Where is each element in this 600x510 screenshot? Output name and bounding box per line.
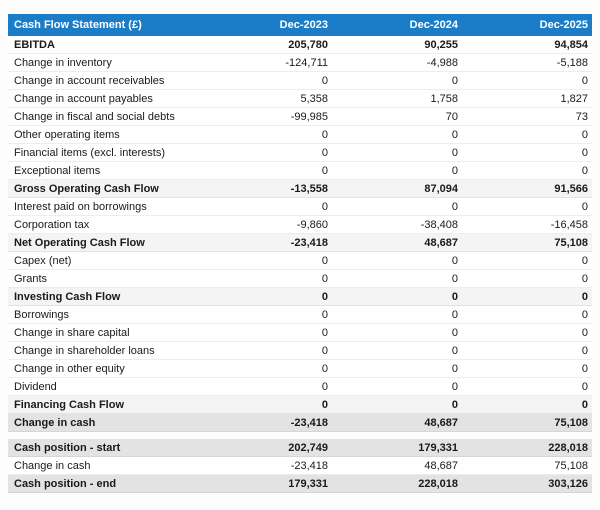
cash-flow-statement-table xyxy=(8,14,592,493)
table-row xyxy=(8,36,592,54)
row-value: 75,108 xyxy=(554,416,588,429)
row-value: 0 xyxy=(581,344,588,357)
row-value: 205,780 xyxy=(288,38,328,51)
row-value: 228,018 xyxy=(418,477,458,490)
row-value: 303,126 xyxy=(548,477,588,490)
row-value: -13,558 xyxy=(290,182,328,195)
row-value: 0 xyxy=(321,164,328,177)
table-row xyxy=(8,457,592,475)
row-label: Change in share capital xyxy=(14,326,130,339)
row-label: Gross Operating Cash Flow xyxy=(14,182,159,195)
table-row xyxy=(8,306,592,324)
table-row xyxy=(8,126,592,144)
row-value: 0 xyxy=(451,308,458,321)
row-value: 0 xyxy=(581,290,588,303)
row-value: 1,758 xyxy=(430,92,458,105)
row-value: 48,687 xyxy=(424,459,458,472)
row-value: 0 xyxy=(581,326,588,339)
row-value: 87,094 xyxy=(424,182,458,195)
row-value: -4,988 xyxy=(426,56,458,69)
row-value: 0 xyxy=(321,362,328,375)
row-value: 0 xyxy=(321,344,328,357)
row-label: Borrowings xyxy=(14,308,70,321)
table-row xyxy=(8,439,592,457)
row-label: Net Operating Cash Flow xyxy=(14,236,145,249)
row-value: -124,711 xyxy=(285,56,328,69)
row-value: 0 xyxy=(451,164,458,177)
row-value: 0 xyxy=(581,254,588,267)
row-value: -38,408 xyxy=(420,218,458,231)
row-value: 0 xyxy=(451,344,458,357)
row-value: 0 xyxy=(321,254,328,267)
row-value: 0 xyxy=(581,74,588,87)
row-value: -23,418 xyxy=(290,416,328,429)
table-row xyxy=(8,234,592,252)
row-value: 0 xyxy=(321,398,328,411)
row-value: 202,749 xyxy=(288,441,328,454)
table-row xyxy=(8,198,592,216)
row-value: 75,108 xyxy=(554,459,588,472)
table-row xyxy=(8,216,592,234)
row-value: 0 xyxy=(451,380,458,393)
row-label: Exceptional items xyxy=(14,164,101,177)
row-value: 0 xyxy=(581,146,588,159)
row-value: 0 xyxy=(451,200,458,213)
table-body xyxy=(8,36,592,493)
table-row xyxy=(8,288,592,306)
table-row xyxy=(8,324,592,342)
row-value: 0 xyxy=(321,308,328,321)
row-value: 70 xyxy=(445,110,458,123)
row-value: 73 xyxy=(575,110,588,123)
column-header-dec-2024: Dec-2024 xyxy=(409,19,458,31)
table-row xyxy=(8,342,592,360)
row-value: -9,860 xyxy=(296,218,328,231)
row-value: 0 xyxy=(321,380,328,393)
row-value: 179,331 xyxy=(288,477,328,490)
row-value: -16,458 xyxy=(550,218,588,231)
table-row xyxy=(8,378,592,396)
table-row xyxy=(8,162,592,180)
table-row xyxy=(8,72,592,90)
row-value: 0 xyxy=(581,164,588,177)
table-header-row xyxy=(8,14,592,36)
row-value: 0 xyxy=(321,128,328,141)
row-label: Change in account receivables xyxy=(14,74,165,87)
row-value: 48,687 xyxy=(424,236,458,249)
row-label: Grants xyxy=(14,272,48,285)
row-label: Other operating items xyxy=(14,128,120,141)
table-row xyxy=(8,252,592,270)
row-value: 5,358 xyxy=(300,92,328,105)
table-row xyxy=(8,90,592,108)
row-value: -99,985 xyxy=(290,110,328,123)
row-value: 0 xyxy=(321,200,328,213)
row-value: 0 xyxy=(321,74,328,87)
row-label: Financial items (excl. interests) xyxy=(14,146,165,159)
table-row xyxy=(8,270,592,288)
row-value: 0 xyxy=(451,74,458,87)
row-label: Change in cash xyxy=(14,459,91,472)
row-label: Financing Cash Flow xyxy=(14,398,125,411)
table-row xyxy=(8,475,592,493)
table-row xyxy=(8,180,592,198)
table-row xyxy=(8,108,592,126)
row-value: 75,108 xyxy=(554,236,588,249)
table-row xyxy=(8,144,592,162)
column-header-dec-2023: Dec-2023 xyxy=(279,19,328,31)
table-row xyxy=(8,414,592,432)
row-label: Capex (net) xyxy=(14,254,72,267)
row-value: 0 xyxy=(581,308,588,321)
row-value: 0 xyxy=(581,200,588,213)
row-value: 0 xyxy=(321,146,328,159)
row-value: 0 xyxy=(321,290,328,303)
table-title: Cash Flow Statement (£) xyxy=(14,19,142,31)
row-value: 0 xyxy=(321,272,328,285)
row-value: 0 xyxy=(451,128,458,141)
row-value: -5,188 xyxy=(556,56,588,69)
row-value: 0 xyxy=(581,272,588,285)
row-value: 0 xyxy=(451,272,458,285)
row-value: 94,854 xyxy=(554,38,588,51)
row-spacer xyxy=(8,432,592,439)
row-value: 0 xyxy=(581,128,588,141)
row-value: -23,418 xyxy=(290,236,328,249)
row-value: 179,331 xyxy=(418,441,458,454)
row-label: Cash position - end xyxy=(14,477,117,490)
row-value: 0 xyxy=(451,326,458,339)
row-value: -23,418 xyxy=(290,459,328,472)
row-value: 91,566 xyxy=(554,182,588,195)
table-row xyxy=(8,360,592,378)
table-row xyxy=(8,54,592,72)
row-value: 0 xyxy=(321,326,328,339)
row-label: Change in account payables xyxy=(14,92,153,105)
row-value: 0 xyxy=(451,254,458,267)
row-label: Investing Cash Flow xyxy=(14,290,121,303)
row-value: 228,018 xyxy=(548,441,588,454)
row-value: 0 xyxy=(451,290,458,303)
row-label: Cash position - start xyxy=(14,441,121,454)
row-value: 48,687 xyxy=(424,416,458,429)
row-label: Dividend xyxy=(14,380,57,393)
row-value: 0 xyxy=(581,362,588,375)
row-value: 0 xyxy=(451,146,458,159)
table-row xyxy=(8,396,592,414)
row-label: Change in inventory xyxy=(14,56,112,69)
row-label: Change in other equity xyxy=(14,362,125,375)
row-value: 0 xyxy=(581,380,588,393)
row-value: 1,827 xyxy=(560,92,588,105)
row-label: Change in cash xyxy=(14,416,96,429)
row-label: Change in fiscal and social debts xyxy=(14,110,175,123)
row-value: 0 xyxy=(451,398,458,411)
row-value: 0 xyxy=(581,398,588,411)
row-value: 90,255 xyxy=(424,38,458,51)
row-value: 0 xyxy=(451,362,458,375)
row-label: EBITDA xyxy=(14,38,55,51)
column-header-dec-2025: Dec-2025 xyxy=(539,19,588,31)
row-label: Corporation tax xyxy=(14,218,90,231)
row-label: Change in shareholder loans xyxy=(14,344,155,357)
row-label: Interest paid on borrowings xyxy=(14,200,147,213)
